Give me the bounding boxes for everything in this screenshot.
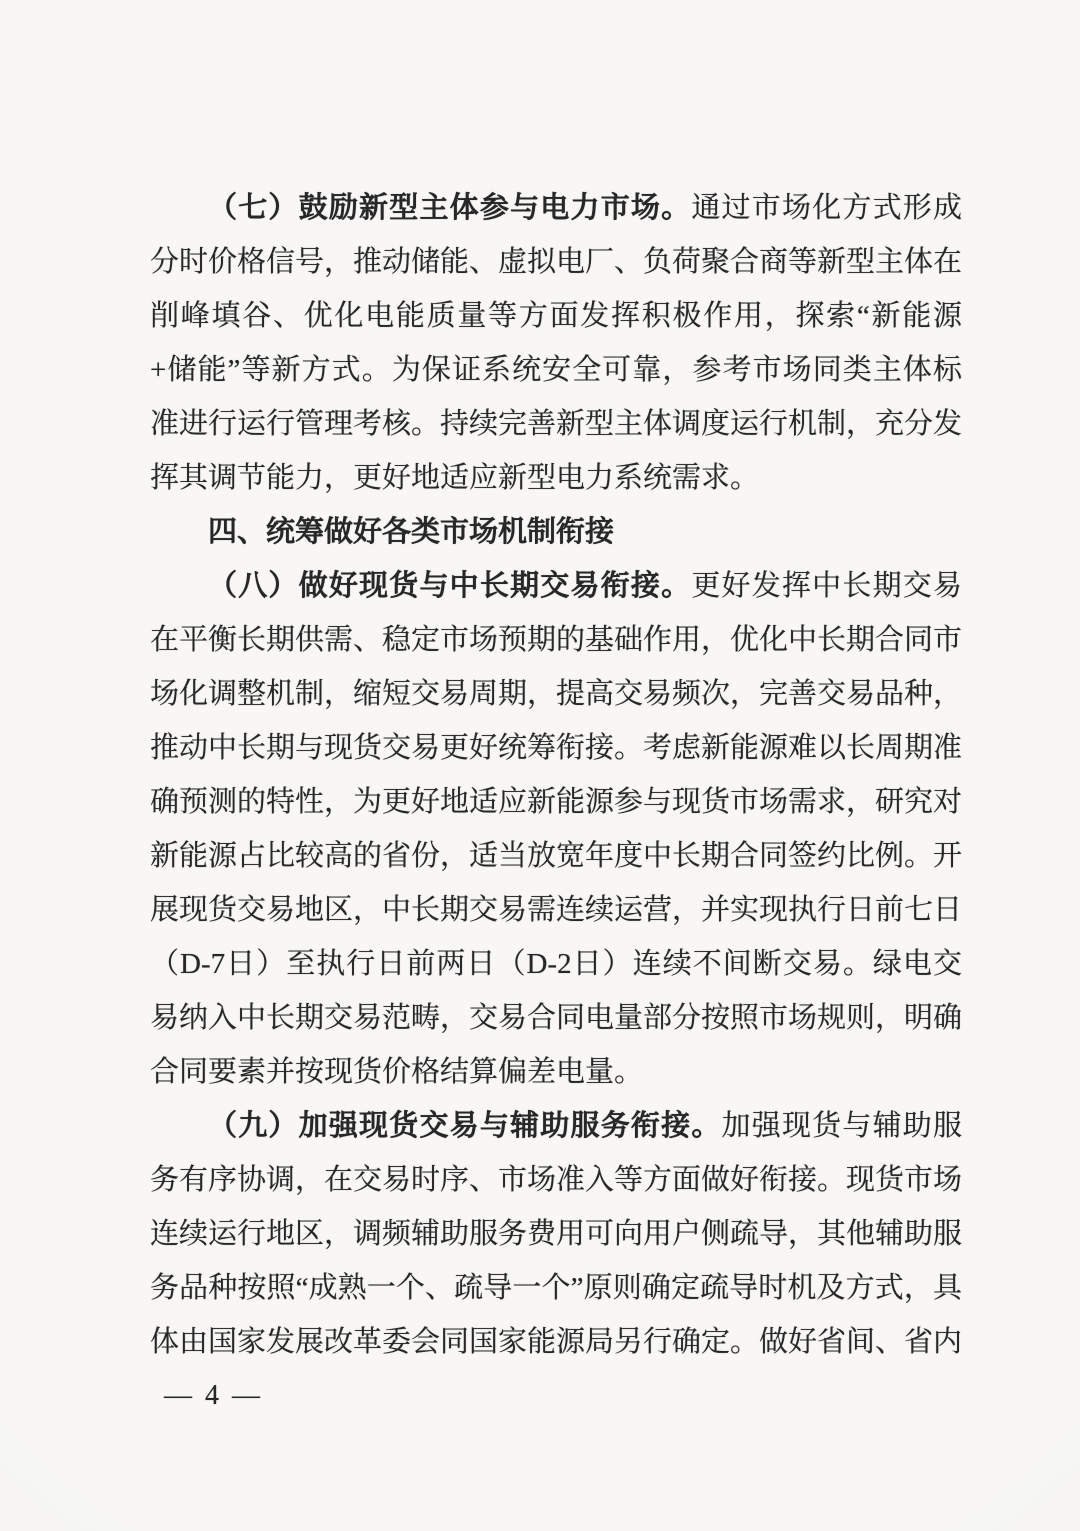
- paragraph-7-lead: （七）鼓励新型主体参与电力市场。: [208, 192, 692, 224]
- paragraph-9-lead: （九）加强现货交易与辅助服务衔接。: [208, 1110, 722, 1142]
- paragraph-item-7: [150, 181, 962, 505]
- paragraph-8-text: 更好发挥中长期交易在平衡长期供需、稳定市场预期的基础作用，优化中长期合同市场化调整机制，缩短交易周期，提高交易频次，完善交易品种，推动中长期与现货交易更好统筹衔接。考虑新能源难以长周期准确预测的特性，为更好地适应新能源参与现货市场需求，研究对新能源占比较高的省份，适当放宽年度中长期合同签约比例。开展现货交易地区，中长期交易需连续运营，并实现执行日前七日（D-7日）至执行日前两日（D-2日）连续不间断交易。绿电交易纳入中长期交易范畴，交易合同电量部分按照市场规则，明确合同要素并按现货价格结算偏差电量。: [150, 570, 963, 1088]
- paragraph-8-lead: （八）做好现货与中长期交易衔接。: [208, 570, 692, 602]
- paragraph-item-9: [150, 1099, 962, 1369]
- section-heading-4: 四、统筹做好各类市场机制衔接: [208, 516, 615, 548]
- paragraph-7-text: 通过市场化方式形成分时价格信号，推动储能、虚拟电厂、负荷聚合商等新型主体在削峰填谷、优化电能质量等方面发挥积极作用，探索“新能源+储能”等新方式。为保证系统安全可靠，参考市场同类主体标准进行运行管理考核。持续完善新型主体调度运行机制，充分发挥其调节能力，更好地适应新型电力系统需求。: [150, 192, 963, 494]
- paragraph-9-text: 加强现货与辅助服务有序协调，在交易时序、市场准入等方面做好衔接。现货市场连续运行地区，调频辅助服务费用可向用户侧疏导，其他辅助服务品种按照“成熟一个、疏导一个”原则确定疏导时机及方式，具体由国家发展改革委会同国家能源局另行确定。做好省间、省内: [150, 1110, 963, 1358]
- paragraph-item-8: [150, 559, 962, 1099]
- page-number: — 4 —: [164, 1380, 263, 1411]
